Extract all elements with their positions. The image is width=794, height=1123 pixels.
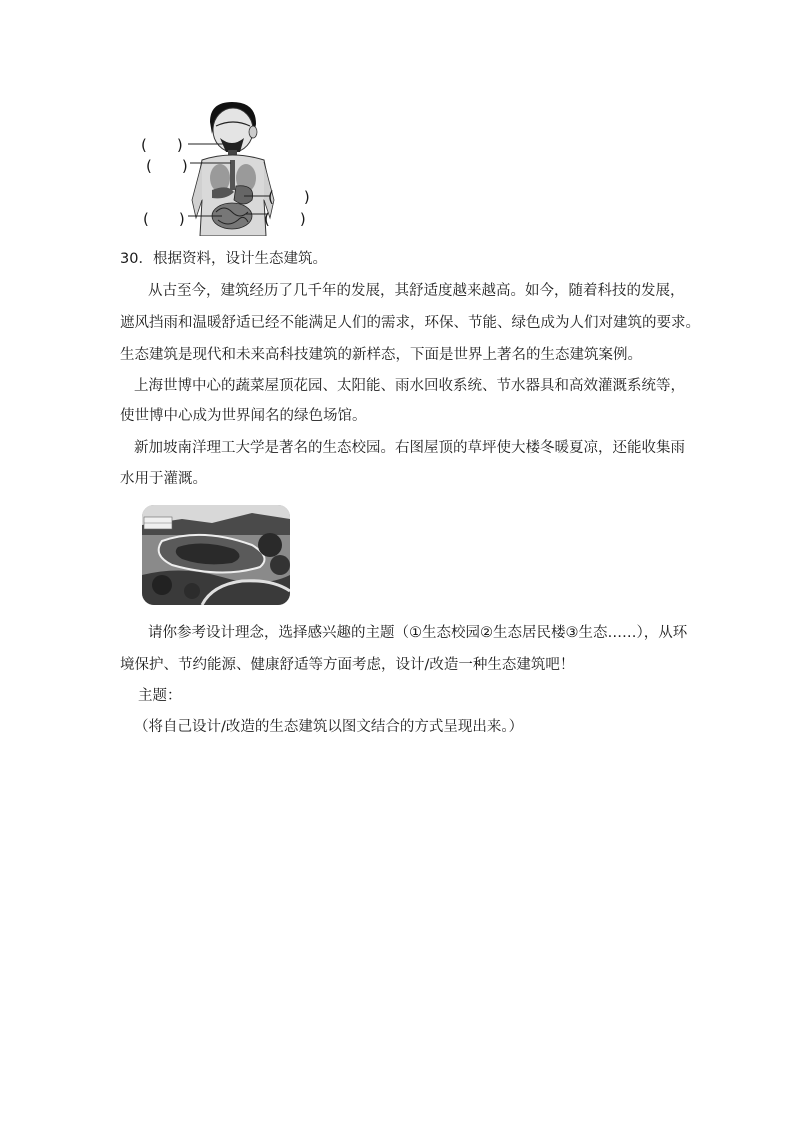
paragraph-line: 从古至今，建筑经历了几千年的发展，其舒适度越来越高。如今，随着科技的发展， — [148, 283, 685, 299]
theme-label: 主题： — [138, 688, 182, 704]
digestive-system-figure — [140, 100, 320, 236]
label-blank-stomach[interactable]: ( ) — [268, 188, 310, 206]
paragraph-line: 生态建筑是现代和未来高科技建筑的新样态，下面是世界上著名的生态建筑案例。 — [120, 347, 642, 363]
paragraph-line: 上海世博中心的蔬菜屋顶花园、太阳能、雨水回收系统、节水器具和高效灌溉系统等， — [134, 378, 685, 394]
green-roof-building-photo — [142, 505, 290, 605]
label-blank-mouth[interactable]: ( ) — [141, 136, 183, 154]
label-blank-liver[interactable]: ( ) — [143, 210, 185, 228]
paragraph-line: 水用于灌溉。 — [120, 471, 207, 487]
label-blank-intestine[interactable]: ( ) — [264, 210, 306, 228]
task-line: 境保护、节约能源、健康舒适等方面考虑，设计/改造一种生态建筑吧！ — [120, 657, 575, 673]
label-blank-esophagus[interactable]: ( ) — [146, 157, 188, 175]
paragraph-line: 遮风挡雨和温暖舒适已经不能满足人们的需求，环保、节能、绿色成为人们对建筑的要求。 — [120, 315, 700, 331]
green-roof-photo-icon — [142, 505, 290, 605]
paragraph-line: 使世博中心成为世界闻名的绿色场馆。 — [120, 408, 367, 424]
paragraph-line: 新加坡南洋理工大学是著名的生态校园。右图屋顶的草坪使大楼冬暖夏凉，还能收集雨 — [134, 440, 685, 456]
task-line: 请你参考设计理念，选择感兴趣的主题（①生态校园②生态居民楼③生态……），从环 — [148, 625, 688, 641]
instruction-note: （将自己设计/改造的生态建筑以图文结合的方式呈现出来。） — [134, 719, 524, 735]
question-title: 30．根据资料，设计生态建筑。 — [120, 251, 327, 267]
